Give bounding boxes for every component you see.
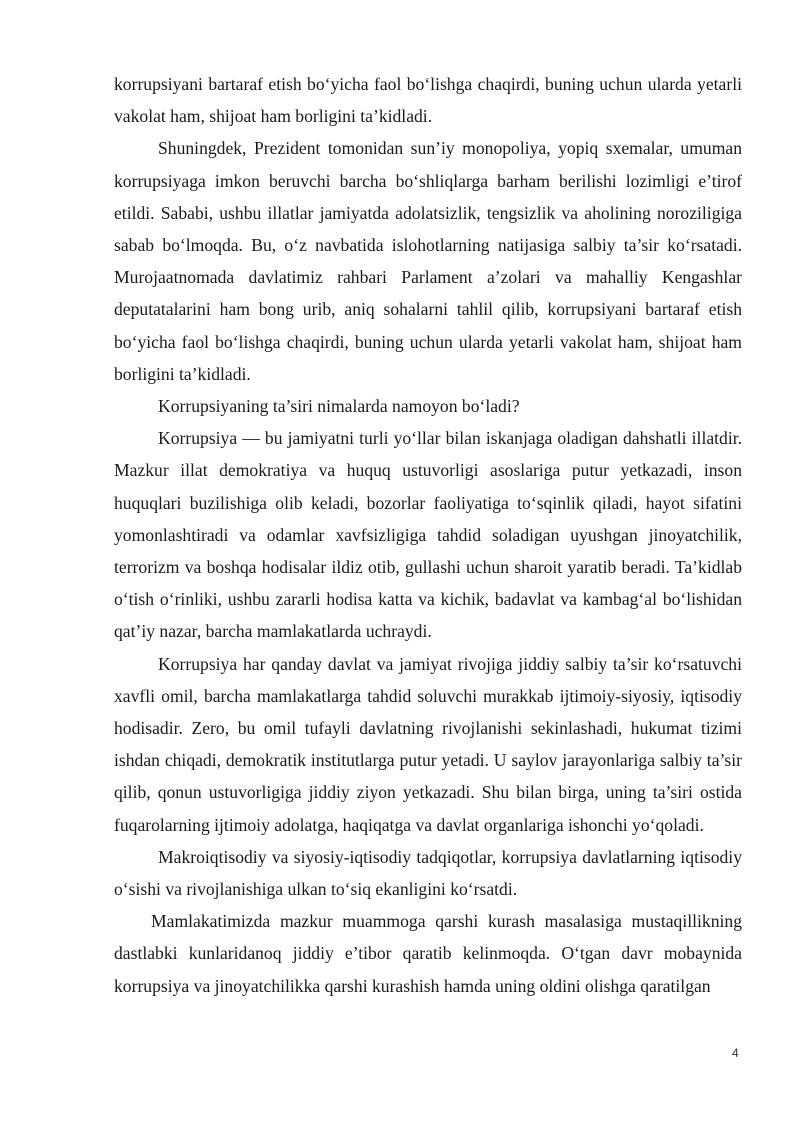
paragraph-continuation: korrupsiyani bartaraf etish bo‘yicha faol bo‘lishga chaqirdi, buning uchun ularda yetarli vakolat ham, shijoat ham borligini ta’kidladi. (114, 74, 742, 127)
paragraph-corruption-definition: Korrupsiya — bu jamiyatni turli yo‘llar bilan iskanjaga oladigan dahshatli illatdir. Mazkur illat demokratiya va huquq ustuvorligi asoslariga putur yetkazadi, inson huquqlari buzilishiga olib keladi, bozorlar faoliyatiga to‘sqinlik qiladi, hayot sifatini yomonlashtiradi va odamlar xavfsizligiga tahdid soladigan uyushgan jinoyatchilik, terrorizm va boshqa hodisalar ildiz otib, gullashi uchun sharoit yaratib beradi. Ta’kidlab o‘tish o‘rinliki, ushbu zararli hodisa katta va kichik, badavlat va kambag‘al bo‘lishidan qat’iy nazar, barcha mamlakatlarda uchraydi. (114, 428, 742, 642)
paragraph-question-heading: Korrupsiyaning ta’siri nimalarda namoyon bo‘ladi? (158, 396, 520, 417)
paragraph-president-monopoly: Shuningdek, Prezident tomonidan sun’iy monopoliya, yopiq sxemalar, umuman korrupsiyaga imkon beruvchi barcha bo‘shliqlarga barham berilishi lozimligi e’tirof etildi. Sababi, ushbu illatlar jamiyatda adolatsizlik, tengsizlik va aholining noroziligiga sabab bo‘lmoqda. Bu, o‘z navbatida islohotlarning natijasiga salbiy ta’sir ko‘rsatadi. Murojaatnomada davlatimiz rahbari Parlament a’zolari va mahalliy Kengashlar deputatalarini ham bong urib, aniq sohalarni tahlil qilib, korrupsiyani bartaraf etish bo‘yicha faol bo‘lishga chaqirdi, buning uchun ularda yetarli vakolat ham, shijoat ham borligini ta’kidladi. (114, 138, 742, 384)
document-page (114, 68, 742, 1002)
paragraph-national-efforts: Mamlakatimizda mazkur muammoga qarshi kurash masalasiga mustaqillikning dastlabki kunlaridanoq jiddiy e’tibor qaratib kelinmoqda. O‘tgan davr mobaynida korrupsiya va jinoyatchilikka qarshi kurashish hamda uning oldini olishga qaratilgan (114, 911, 742, 996)
paragraph-macroeconomic-research: Makroiqtisodiy va siyosiy-iqtisodiy tadqiqotlar, korrupsiya davlatlarning iqtisodiy o‘sishi va rivojlanishiga ulkan to‘siq ekanligini ko‘rsatdi. (114, 846, 742, 900)
paragraph-corruption-threat: Korrupsiya har qanday davlat va jamiyat rivojiga jiddiy salbiy ta’sir ko‘rsatuvchi xavfli omil, barcha mamlakatlarga tahdid soluvchi murakkab ijtimoiy-siyosiy, iqtisodiy hodisadir. Zero, bu omil tufayli davlatning rivojlanishi sekinlashadi, hukumat tizimi ishdan chiqadi, demokratik institutlarga putur yetadi. U saylov jarayonlariga salbiy ta’sir qilib, qonun ustuvorligiga jiddiy ziyon yetkazadi. Shu bilan birga, uning ta’siri ostida fuqarolarning ijtimoiy adolatga, haqiqatga va davlat organlariga ishonchi yo‘qoladi. (114, 653, 742, 835)
page-number: 4 (732, 1046, 739, 1060)
